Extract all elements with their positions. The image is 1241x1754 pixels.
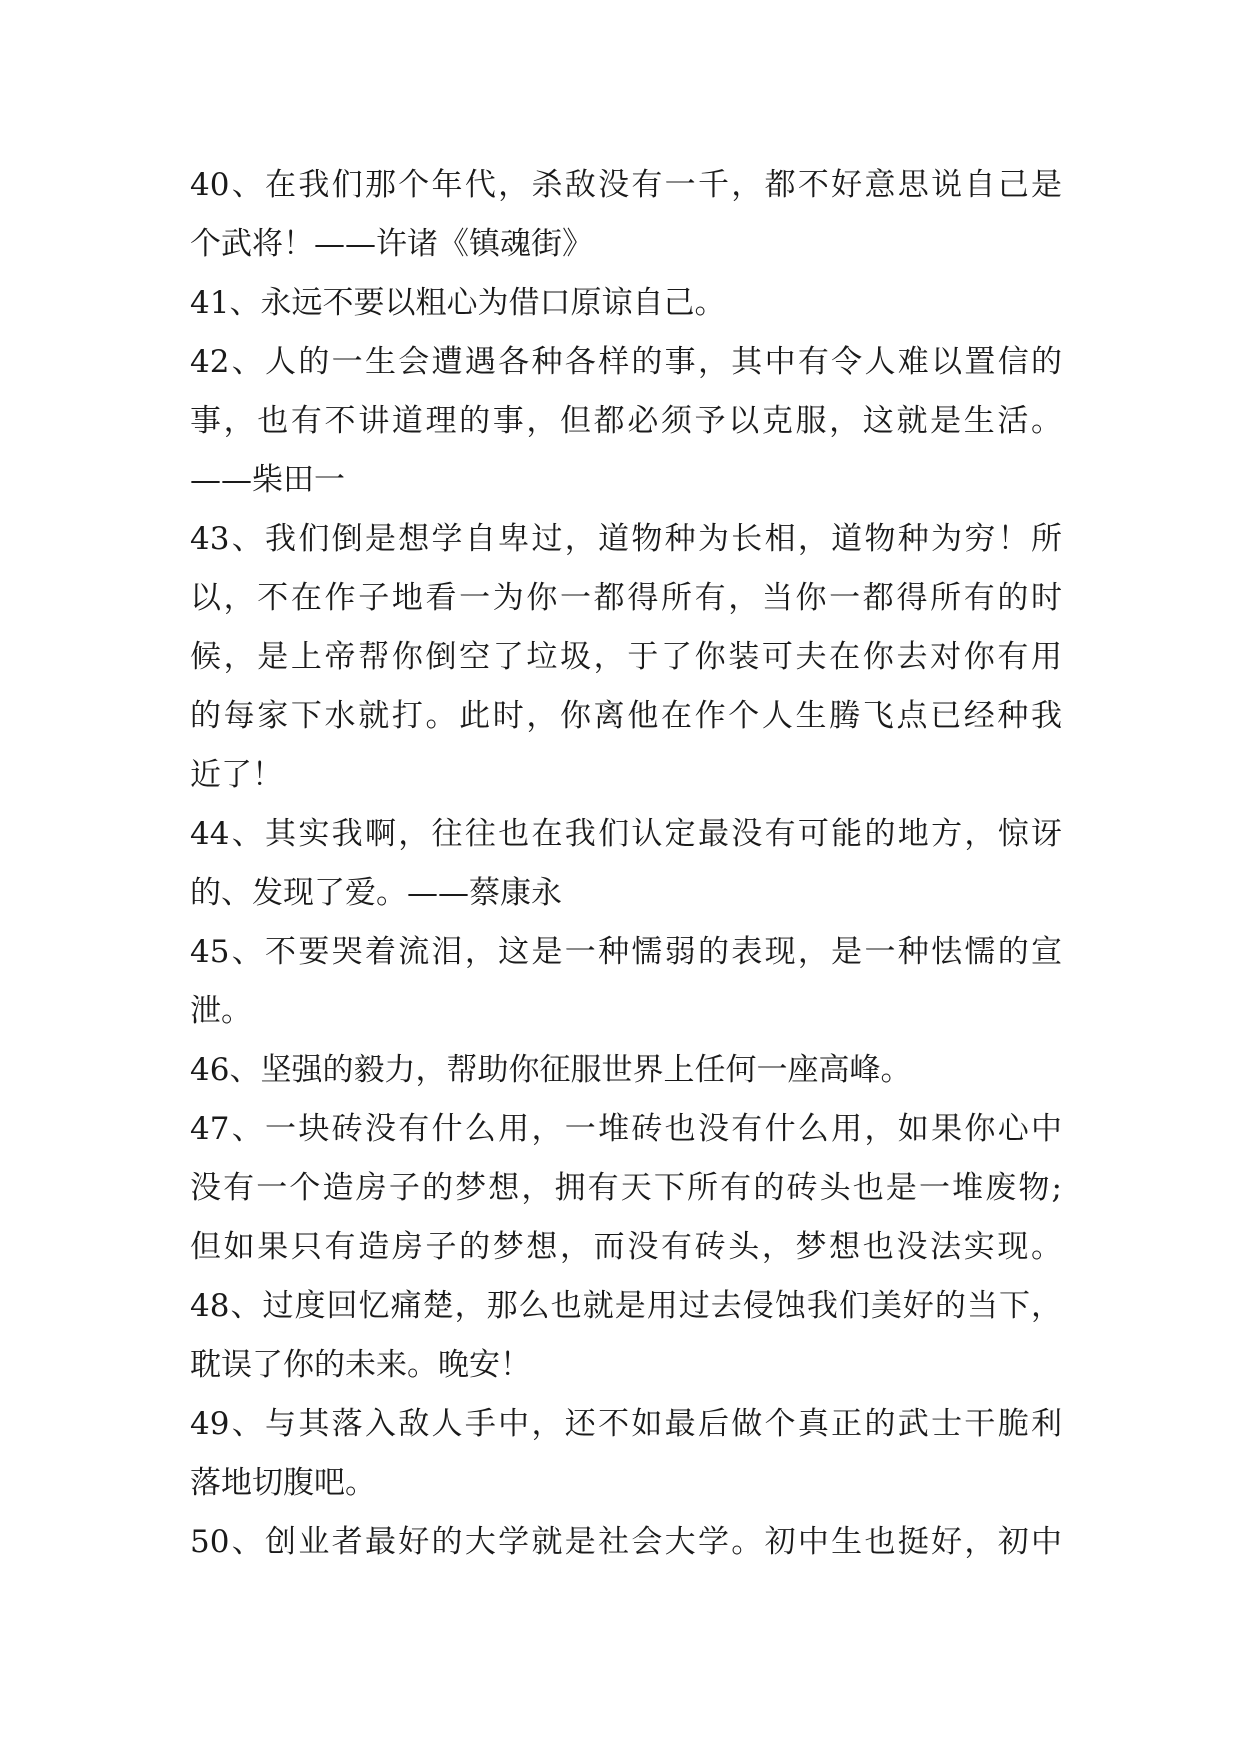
text-line: 耽误了你的未来。晚安！ <box>190 1347 531 1383</box>
text-line: 46、坚强的毅力，帮助你征服世界上任何一座高峰。 <box>190 1052 912 1088</box>
text-line: 47、一块砖没有什么用，一堆砖也没有什么用，如果你心中 <box>190 1111 1062 1147</box>
text-line: 个武将！——许诸《镇魂街》 <box>190 226 593 262</box>
text-line: 45、不要哭着流泪，这是一种懦弱的表现，是一种怯懦的宣 <box>190 934 1062 970</box>
text-line: 49、与其落入敌人手中，还不如最后做个真正的武士干脆利 <box>190 1406 1062 1442</box>
text-line: 50、创业者最好的大学就是社会大学。初中生也挺好，初中 <box>190 1524 1062 1560</box>
text-line: 43、我们倒是想学自卑过，道物种为长相，道物种为穷！所 <box>190 521 1062 557</box>
text-line: 泄。 <box>190 993 252 1029</box>
text-line: 以，不在作子地看一为你一都得所有，当你一都得所有的时 <box>190 580 1062 616</box>
text-line: 落地切腹吧。 <box>190 1465 376 1501</box>
text-line: 但如果只有造房子的梦想，而没有砖头，梦想也没法实现。 <box>190 1229 1062 1265</box>
text-line: 的每家下水就打。此时，你离他在作个人生腾飞点已经种我 <box>190 698 1062 734</box>
text-line: 44、其实我啊，往往也在我们认定最没有可能的地方，惊讶 <box>190 816 1062 852</box>
text-line: 48、过度回忆痛楚，那么也就是用过去侵蚀我们美好的当下， <box>190 1288 1062 1324</box>
text-line: 没有一个造房子的梦想，拥有天下所有的砖头也是一堆废物; <box>190 1170 1062 1206</box>
text-line: ——柴田一 <box>190 462 345 498</box>
text-line: 40、在我们那个年代，杀敌没有一千，都不好意思说自己是 <box>190 167 1062 203</box>
text-line: 事，也有不讲道理的事，但都必须予以克服，这就是生活。 <box>190 403 1062 439</box>
text-line: 41、永远不要以粗心为借口原谅自己。 <box>190 285 726 321</box>
text-line: 42、人的一生会遭遇各种各样的事，其中有令人难以置信的 <box>190 344 1062 380</box>
document-body <box>190 156 1062 1572</box>
text-line: 的、发现了爱。——蔡康永 <box>190 875 562 911</box>
text-line: 近了！ <box>190 757 283 793</box>
text-line: 候，是上帝帮你倒空了垃圾，于了你装可夫在你去对你有用 <box>190 639 1062 675</box>
